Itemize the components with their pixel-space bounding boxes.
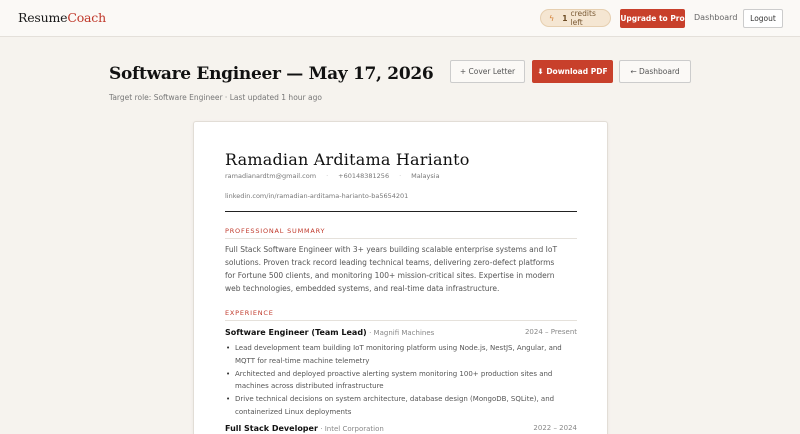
job-title: Software Engineer (Team Lead) [225, 328, 367, 337]
app-logo[interactable] [18, 10, 106, 25]
upgrade-to-pro-button[interactable]: Upgrade to Pro [620, 9, 685, 28]
job-entry [225, 328, 577, 337]
cover-letter-button[interactable]: + Cover Letter [450, 60, 525, 83]
resume-location: Malaysia [411, 172, 440, 180]
top-nav-bar [0, 0, 800, 37]
resume-email: ramadianardtm@gmail.com [225, 172, 317, 180]
job-dates: 2022 – 2024 [533, 424, 577, 432]
job-bullets [225, 342, 577, 419]
resume-linkedin: linkedin.com/in/ramadian-arditama-harianto-ba5654201 [225, 192, 409, 200]
resume-contact-row [225, 172, 440, 180]
nav-dashboard-link[interactable]: Dashboard [694, 13, 738, 22]
contact-separator: · [399, 172, 402, 180]
back-to-dashboard-button[interactable]: ← Dashboard [619, 60, 691, 83]
lightning-bolt-icon: ϟ [549, 13, 555, 23]
logout-button[interactable]: Logout [743, 9, 783, 28]
resume-preview [193, 121, 608, 434]
summary-text: Full Stack Software Engineer with 3+ years building scalable enterprise systems and IoT solutions. Proven track record leading technical teams, delivering zero-defect platforms for Fortune 500 clients, and monitoring 100+ mission-critical sites. Expertise in modern web technologies, embedded systems, and real-time data infrastructure. [225, 245, 558, 293]
section-divider [225, 320, 577, 321]
job-entry [225, 424, 577, 433]
job-bullet: • Drive technical decisions on system architecture, database design (MongoDB, SQLite), and containerized Linux deployments [225, 393, 577, 418]
section-divider [225, 238, 577, 239]
job-company: · Intel Corporation [320, 425, 384, 433]
credits-count: 1 [562, 13, 568, 23]
header-divider [225, 211, 577, 212]
credits-badge [540, 9, 611, 27]
resume-phone: +60148381256 [338, 172, 390, 180]
resume-name: Ramadian Arditama Harianto [225, 150, 470, 169]
download-pdf-button[interactable]: ⬇ Download PDF [532, 60, 613, 83]
page-subtitle: Target role: Software Engineer · Last updated 1 hour ago [109, 93, 322, 102]
contact-separator: · [326, 172, 329, 180]
job-company: · Magnifi Machines [369, 329, 435, 337]
logo-text-resume: Resume [18, 10, 68, 25]
job-title: Full Stack Developer [225, 424, 318, 433]
experience-heading: EXPERIENCE [225, 309, 274, 317]
logo-text-coach: Coach [67, 10, 106, 25]
job-dates: 2024 – Present [524, 328, 577, 336]
job-bullet: • Lead development team building IoT monitoring platform using Node.js, NestJS, Angular, and MQTT for real-time machine telemetry [225, 342, 577, 367]
credits-label: credits left [570, 9, 596, 27]
job-bullet: • Architected and deployed proactive alerting system monitoring 100+ production sites and machines across distributed infrastructure [225, 368, 577, 393]
page-title: Software Engineer — May 17, 2026 [109, 64, 434, 84]
summary-heading: PROFESSIONAL SUMMARY [225, 227, 326, 235]
